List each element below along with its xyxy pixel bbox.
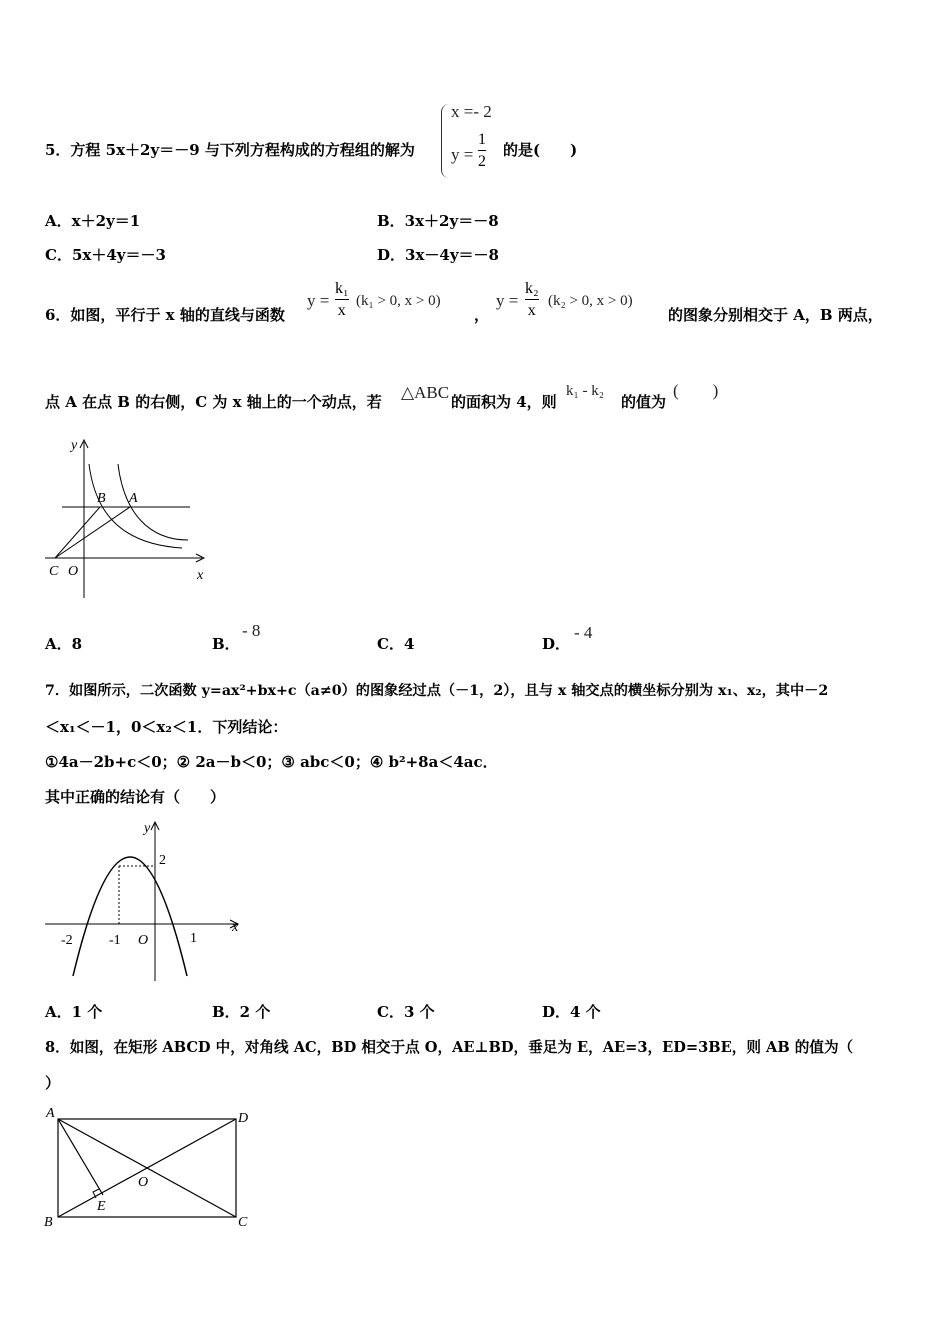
q6-curve-k1 [89, 464, 182, 548]
q6-option-c-value: 4 [403, 635, 415, 653]
q7-label-neg1: -1 [109, 933, 121, 948]
q8-line1: 8．如图，在矩形 ABCD 中，对角线 AC，BD 相交于点 O，AE⊥BD，垂足为 E，AE=3，ED=3BE，则 AB 的值为（ [45, 1039, 854, 1056]
q7-line1: 7．如图所示，二次函数 y=ax²+bx+c（a≠0）的图象经过点（－1，2），且与 x 轴交点的横坐标分别为 x₁、x₂，其中－2 [45, 683, 829, 699]
q6-label-x: x [197, 568, 204, 583]
q7-figure [40, 816, 245, 986]
q6-f2-y: y = [496, 291, 519, 310]
q6-option-a-value: 8 [71, 635, 83, 653]
q7-label-y: y [144, 821, 151, 836]
q8-line2: ） [45, 1074, 61, 1092]
q6-f1-den: x [337, 302, 346, 319]
q6-option-b-value: - 8 [242, 621, 261, 640]
q5-frac-num: 1 [478, 131, 486, 148]
q5-stem: 5．方程 5x＋2y＝－9 与下列方程构成的方程组的解为 [45, 141, 415, 159]
q5-frac-den: 2 [478, 153, 486, 170]
q7-conclusions: ①4a－2b+c＜0；② 2a－b＜0；③ abc＜0；④ b²+8a＜4ac． [45, 753, 498, 771]
q7-option-c: C．3 个 [377, 1003, 435, 1021]
q7-option-d: D．4 个 [542, 1003, 601, 1021]
q6-f2-fraction [525, 280, 539, 319]
q8-label-e: E [97, 1199, 106, 1214]
q7-option-b: B．2 个 [212, 1003, 271, 1021]
q6-option-b-letter: B． [212, 635, 240, 653]
q6-line2-end: 的值为 [621, 393, 667, 411]
q5-system-brace [441, 104, 449, 178]
q7-question: 其中正确的结论有（ ） [45, 788, 226, 806]
q5-option-b: B．3x＋2y＝－8 [377, 212, 499, 230]
q6-comma: ， [474, 306, 490, 324]
q8-perpendicular-ae [58, 1119, 103, 1195]
q6-option-d-letter: D． [542, 635, 571, 653]
q8-label-d: D [238, 1111, 249, 1126]
q7-label-x: x [232, 920, 239, 935]
q7-option-a: A．1 个 [45, 1003, 103, 1021]
q6-option-c-letter: C． [377, 635, 404, 653]
q6-answer-paren: ( ) [673, 381, 719, 400]
q6-option-d-value: - 4 [574, 623, 593, 642]
q6-triangle-abc: △ABC [401, 383, 450, 402]
q5-option-c: C．5x＋4y＝－3 [45, 246, 166, 264]
q5-tail: 的是( ) [503, 141, 578, 159]
q6-stem-end: 的图象分别相交于 A，B 两点， [668, 306, 883, 324]
q6-f1-num: k₁ [335, 280, 349, 297]
q6-line2-mid: 的面积为 4，则 [451, 393, 557, 411]
q7-line2: ＜x₁＜－1，0＜x₂＜1．下列结论： [45, 718, 288, 736]
q6-label-o: O [68, 564, 79, 579]
q6-f2-den: x [527, 302, 536, 319]
q6-k-difference: k₁ - k₂ [566, 383, 604, 399]
q5-option-a: A．x＋2y＝1 [45, 212, 141, 230]
q7-parabola [73, 857, 187, 976]
q6-line2-start: 点 A 在点 B 的右侧，C 为 x 轴上的一个动点，若 [45, 393, 382, 411]
q6-label-a: A [129, 491, 138, 506]
q7-label-neg2: -2 [61, 933, 73, 948]
q6-f1-fraction [335, 280, 349, 319]
q8-label-b: B [44, 1215, 53, 1230]
q8-label-c: C [238, 1215, 248, 1230]
q6-segment-ca [55, 507, 130, 558]
q6-f1-y: y = [307, 291, 330, 310]
q6-f1-condition: (k₁ > 0, x > 0) [356, 293, 441, 309]
q8-label-a: A [46, 1106, 55, 1121]
q6-figure [40, 432, 215, 604]
q6-option-c [377, 634, 414, 654]
q7-label-2: 2 [159, 853, 166, 868]
q5-system-x: x =- 2 [451, 102, 492, 121]
q8-figure [40, 1100, 255, 1230]
q6-f2-condition: (k₂ > 0, x > 0) [548, 293, 633, 309]
q5-system-y: y = [451, 145, 474, 164]
q6-label-b: B [97, 491, 106, 506]
q5-option-d: D．3x－4y＝－8 [377, 246, 499, 264]
q7-label-o: O [138, 933, 149, 948]
q6-option-a-letter: A． [45, 635, 72, 653]
q7-label-1: 1 [190, 931, 197, 946]
q6-label-y: y [71, 438, 78, 453]
q6-label-c: C [49, 564, 59, 579]
q6-f2-num: k₂ [525, 280, 539, 297]
q5-system-fraction [478, 131, 486, 170]
q6-option-a [45, 634, 82, 654]
q8-label-o: O [138, 1175, 149, 1190]
q6-stem-start: 6．如图，平行于 x 轴的直线与函数 [45, 306, 285, 324]
